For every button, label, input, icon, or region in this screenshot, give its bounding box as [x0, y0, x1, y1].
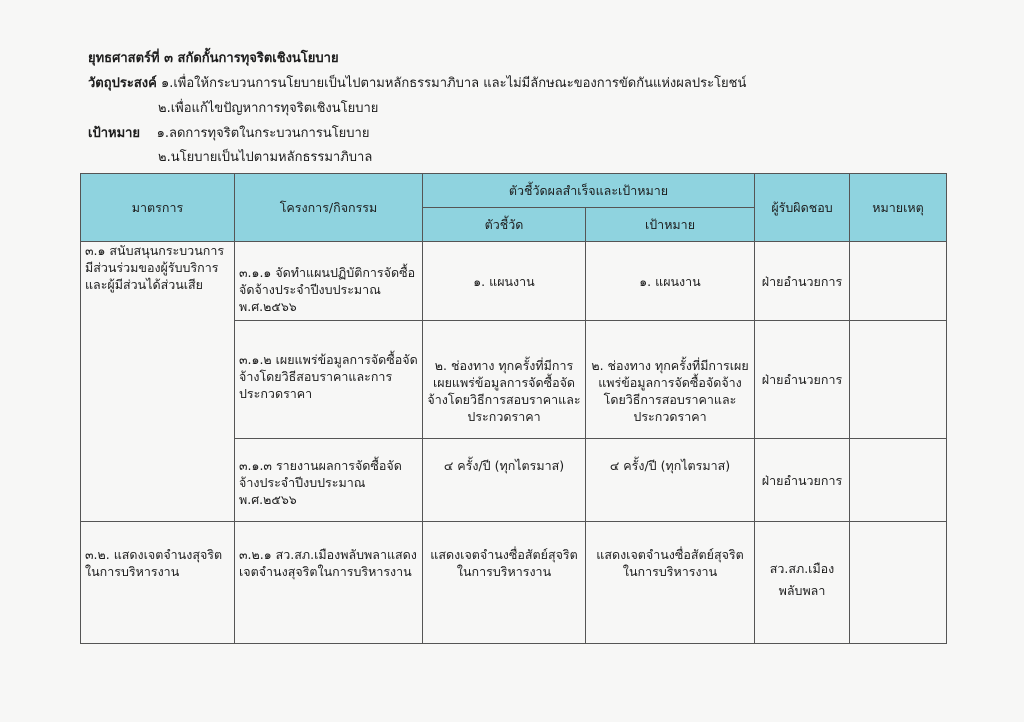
target-1: ๑.ลดการทุจริตในกระบวนการนโยบาย	[156, 126, 370, 141]
header-kpi-group: ตัวชี้วัดผลสำเร็จและเป้าหมาย	[423, 174, 755, 208]
target-cell: แสดงเจตจำนงซื่อสัตย์สุจริตในการบริหารงาน	[586, 522, 755, 644]
project-cell: ๓.๒.๑ สว.สภ.เมืองพลับพลาแสดงเจตจำนงสุจริตในการบริหารงาน	[235, 522, 423, 644]
header-indicator: ตัวชี้วัด	[423, 208, 586, 242]
target-cell: ๑. แผนงาน	[586, 242, 755, 321]
indicator-cell: แสดงเจตจำนงซื่อสัตย์สุจริตในการบริหารงาน	[423, 522, 586, 644]
target-line-1	[88, 122, 369, 143]
remark-cell	[850, 439, 947, 522]
measure-cell-2: ๓.๒. แสดงเจตจำนงสุจริตในการบริหารงาน	[81, 522, 235, 644]
indicator-cell: ๔ ครั้ง/ปี (ทุกไตรมาส)	[423, 439, 586, 522]
remark-cell	[850, 242, 947, 321]
header-project: โครงการ/กิจกรรม	[235, 174, 423, 242]
table-row	[81, 522, 947, 644]
objective-1: ๑.เพื่อให้กระบวนการนโยบายเป็นไปตามหลักธรรมาภิบาล และไม่มีลักษณะของการขัดกันแห่งผลประโยชน์	[160, 76, 747, 91]
table-header-row	[81, 174, 947, 208]
strategy-table	[80, 173, 947, 644]
objective-label: วัตถุประสงค์	[88, 76, 157, 91]
header-remark: หมายเหตุ	[850, 174, 947, 242]
project-cell: ๓.๑.๑ จัดทำแผนปฏิบัติการจัดซื้อจัดจ้างประจำปีงบประมาณ พ.ศ.๒๕๖๖	[235, 242, 423, 321]
project-cell: ๓.๑.๒ เผยแพร่ข้อมูลการจัดซื้อจัดจ้างโดยวิธีสอบราคาและการประกวดราคา	[235, 321, 423, 439]
target-label: เป้าหมาย	[88, 126, 141, 141]
header-target: เป้าหมาย	[586, 208, 755, 242]
indicator-cell: ๒. ช่องทาง ทุกครั้งที่มีการเผยแพร่ข้อมูลการจัดซื้อจัดจ้างโดยวิธีการสอบราคาและประกวดราคา	[423, 321, 586, 439]
objective-2: ๒.เพื่อแก้ไขปัญหาการทุจริตเชิงนโยบาย	[158, 101, 379, 116]
table-row	[81, 242, 947, 321]
responsible-cell: ฝ่ายอำนวยการ	[755, 439, 850, 522]
responsible-cell: ฝ่ายอำนวยการ	[755, 321, 850, 439]
target-cell: ๒. ช่องทาง ทุกครั้งที่มีการเผยแพร่ข้อมูลการจัดซื้อจัดจ้างโดยวิธีการสอบราคาและประกวดราคา	[586, 321, 755, 439]
indicator-cell: ๑. แผนงาน	[423, 242, 586, 321]
header-measure: มาตรการ	[81, 174, 235, 242]
project-cell: ๓.๑.๓ รายงานผลการจัดซื้อจัดจ้างประจำปีงบประมาณ พ.ศ.๒๕๖๖	[235, 439, 423, 522]
measure-cell-1: ๓.๑ สนับสนุนกระบวนการมีส่วนร่วมของผู้รับบริการและผู้มีส่วนได้ส่วนเสีย	[81, 242, 235, 522]
remark-cell	[850, 321, 947, 439]
strategy-title: ยุทธศาสตร์ที่ ๓ สกัดกั้นการทุจริตเชิงนโยบาย	[88, 51, 339, 66]
header-responsible: ผู้รับผิดชอบ	[755, 174, 850, 242]
responsible-cell: สว.สภ.เมืองพลับพลา	[755, 522, 850, 644]
remark-cell	[850, 522, 947, 644]
responsible-cell: ฝ่ายอำนวยการ	[755, 242, 850, 321]
target-cell: ๔ ครั้ง/ปี (ทุกไตรมาส)	[586, 439, 755, 522]
target-2: ๒.นโยบายเป็นไปตามหลักธรรมาภิบาล	[158, 150, 373, 165]
objective-line-1	[88, 72, 746, 93]
